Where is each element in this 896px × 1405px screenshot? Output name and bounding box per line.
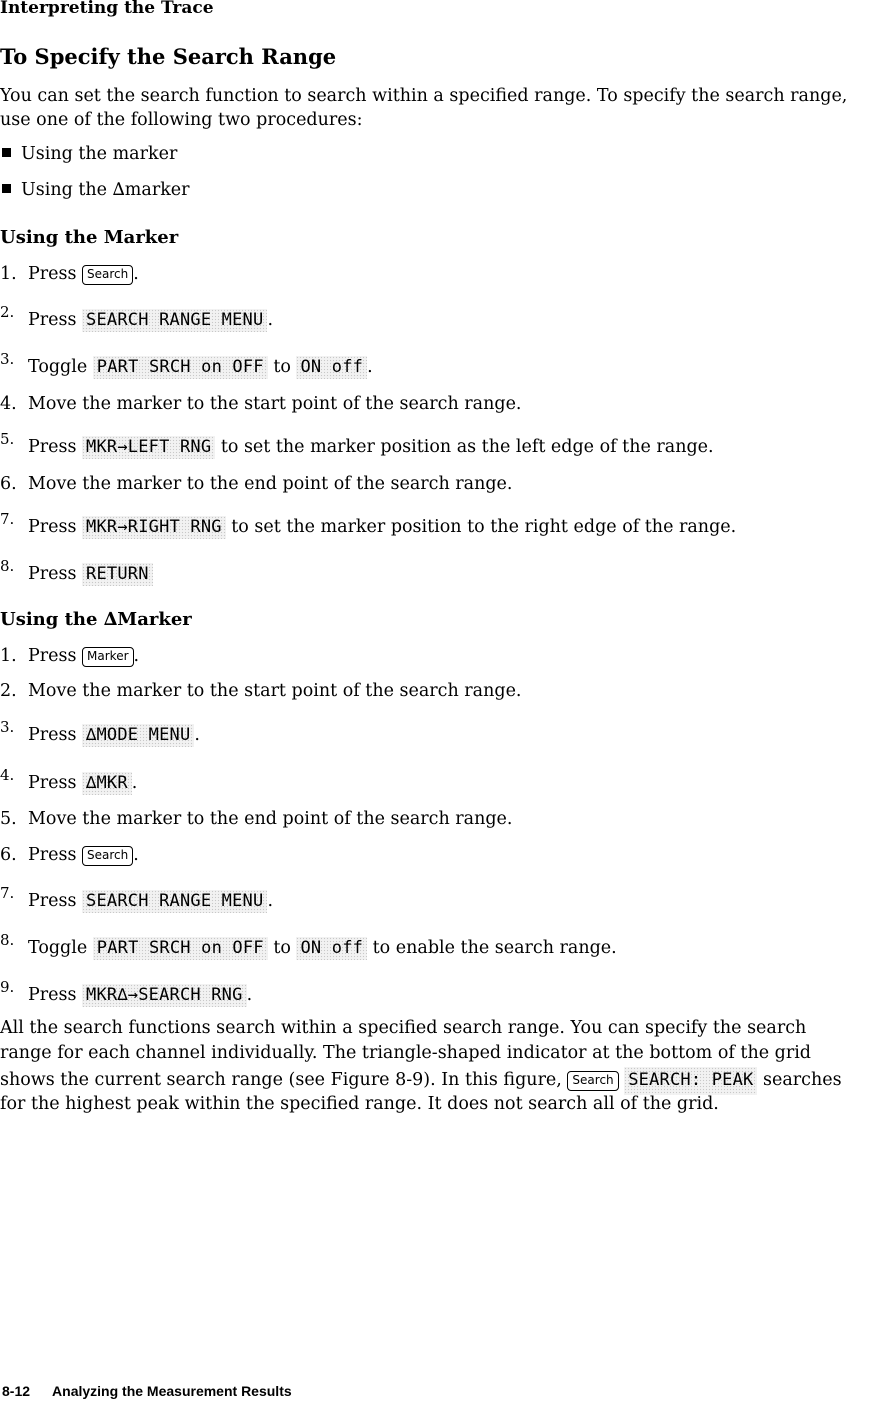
marker-step-6: 6. Move the marker to the end point of the search range. [0,474,513,494]
search-hardkey[interactable]: Search [82,846,133,866]
mkr-right-rng-softkey[interactable]: MKR→RIGHT RNG [82,516,226,539]
marker-hardkey[interactable]: Marker [82,647,133,667]
return-softkey[interactable]: RETURN [82,563,153,586]
search-peak-softkey[interactable]: SEARCH: PEAK [624,1067,757,1095]
part-srch-softkey[interactable]: PART SRCH on OFF [93,356,268,379]
bullet-item: Using the marker [2,144,177,164]
mkr-left-rng-softkey[interactable]: MKR→LEFT RNG [82,436,215,459]
delta-step-3: 3. Press ∆MODE MENU . [0,718,200,745]
search-range-menu-softkey[interactable]: SEARCH RANGE MENU [82,890,267,913]
marker-step-4: 4. Move the marker to the start point of the search range. [0,394,522,414]
closing-line-4: for the highest peak within the specified range. It does not search all of the grid. [0,1094,719,1114]
search-hardkey[interactable]: Search [567,1071,618,1091]
on-off-softkey[interactable]: ON off [296,356,367,379]
intro-line-1: You can set the search function to search within a specified range. To specify the search range, [0,86,848,106]
search-hardkey[interactable]: Search [82,265,133,285]
intro-line-2: use one of the following two procedures: [0,110,363,130]
section-header: Interpreting the Trace [0,0,214,18]
delta-step-4: 4. Press ∆MKR . [0,766,138,793]
delta-marker-section-title: Using the ∆Marker [0,609,192,630]
bullet-square-icon [2,148,11,157]
delta-step-5: 5. Move the marker to the end point of the search range. [0,809,513,829]
part-srch-softkey[interactable]: PART SRCH on OFF [93,937,268,960]
page-number: 8-12 [2,1383,31,1399]
on-off-softkey[interactable]: ON off [296,937,367,960]
delta-step-6: 6. Press Search . [0,845,139,865]
bullet-square-icon [2,184,11,193]
delta-step-9: 9. Press MKR∆→SEARCH RNG . [0,978,253,1005]
search-range-menu-softkey[interactable]: SEARCH RANGE MENU [82,309,267,332]
closing-line-1: All the search functions search within a specified search range. You can specify the search [0,1018,807,1038]
page-footer [2,1383,292,1399]
marker-step-7: 7. Press MKR→RIGHT RNG to set the marker position to the right edge of the range. [0,510,737,537]
delta-mode-menu-softkey[interactable]: ∆MODE MENU [82,724,194,747]
bullet-item: Using the ∆marker [2,180,190,200]
page-heading: To Specify the Search Range [0,44,337,69]
mkr-delta-search-rng-softkey[interactable]: MKR∆→SEARCH RNG [82,984,247,1007]
marker-step-5: 5. Press MKR→LEFT RNG to set the marker position as the left edge of the range. [0,430,714,457]
marker-step-1: 1. Press Search . [0,264,139,284]
marker-step-2: 2. Press SEARCH RANGE MENU . [0,303,274,330]
marker-step-3: 3. Toggle PART SRCH on OFF to ON off . [0,350,373,377]
marker-step-8: 8. Press RETURN [0,557,153,586]
delta-step-7: 7. Press SEARCH RANGE MENU . [0,884,274,911]
delta-step-1: 1. Press Marker . [0,646,140,666]
marker-section-title: Using the Marker [0,227,179,248]
delta-step-2: 2. Move the marker to the start point of the search range. [0,681,522,701]
delta-mkr-softkey[interactable]: ∆MKR [82,772,132,795]
closing-line-3: shows the current search range (see Figure 8-9). In this figure, Search SEARCH: PEAK searches [0,1067,842,1095]
closing-line-2: range for each channel individually. The triangle-shaped indicator at the bottom of the grid [0,1043,812,1063]
chapter-title: Analyzing the Measurement Results [52,1383,292,1399]
delta-step-8: 8. Toggle PART SRCH on OFF to ON off to enable the search range. [0,931,617,958]
